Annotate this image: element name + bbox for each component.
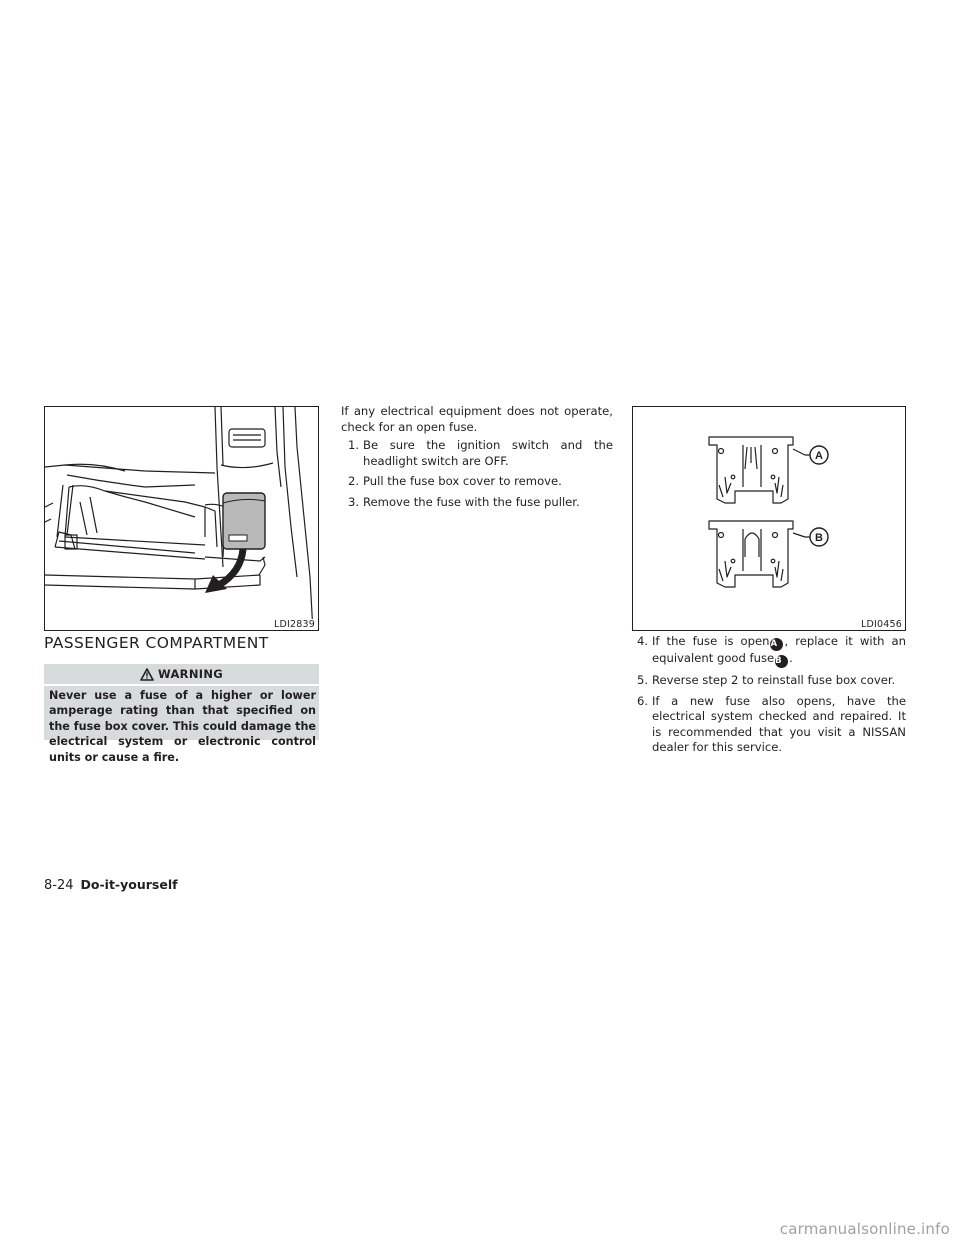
step-text-part: . [789,651,793,665]
callout-b-label: B [815,532,823,544]
warning-box [44,664,319,764]
fuse-box-cover-illustration [44,406,319,631]
list-item [341,474,613,490]
chapter-title: Do-it-yourself [80,877,178,892]
procedure-column-1 [341,404,613,511]
list-item [632,673,906,689]
step-text-part: If the fuse is open [652,634,770,648]
step-text: Be sure the ignition switch and the headlight switch are OFF. [363,438,613,468]
step-text [652,634,906,668]
intro-paragraph: If any electrical equipment does not operate, check for an open fuse. [341,404,613,434]
callout-b-icon: B [775,655,788,668]
figure-code: LDI2839 [274,619,315,630]
step-text-part: , replace it with an equivalent good fuse [652,634,906,665]
step-number: 1. [347,438,359,453]
list-item [632,694,906,756]
warning-text: Never use a fuse of a higher or lower amperage rating than that specified on the fuse box cover. This could damage the electrical system or electronic control units or cause a fire. [49,689,316,764]
step-number: 5. [636,673,648,687]
callout-a-icon [810,446,828,464]
procedure-column-2 [632,634,906,756]
warning-title: WARNING [158,667,223,681]
callout-b-icon [810,528,828,546]
step-number: 3. [347,494,359,509]
step-number: 2. [347,474,359,489]
list-item [632,634,906,668]
fuse-drawing [633,407,906,631]
fuse-comparison-illustration [632,406,906,631]
fuse-cover-panel [223,493,265,549]
warning-header [44,664,319,686]
watermark: carmanualsonline.info [779,1220,950,1238]
list-item [341,495,613,511]
step-text: Remove the fuse with the fuse puller. [363,494,580,509]
dashboard-glovebox-drawing [45,407,319,631]
callout-a-label: A [815,450,823,462]
warning-triangle-icon [140,668,154,681]
callout-a-icon: A [770,638,783,651]
step-number: 6. [636,693,648,708]
page-number: 8-24 [44,878,74,893]
good-fuse [709,521,793,587]
section-heading: PASSENGER COMPARTMENT [44,634,269,652]
list-item [341,438,613,469]
step-text: Pull the fuse box cover to remove. [363,474,562,489]
page-footer [44,877,178,893]
open-fuse [709,437,793,503]
figure-code: LDI0456 [861,619,902,630]
step-text: Reverse step 2 to reinstall fuse box cover. [652,673,896,687]
step-text: If a new fuse also opens, have the electrical system checked and repaired. It is recommended that you visit a NISSAN dealer for this service. [652,693,906,755]
step-number: 4. [636,634,648,648]
